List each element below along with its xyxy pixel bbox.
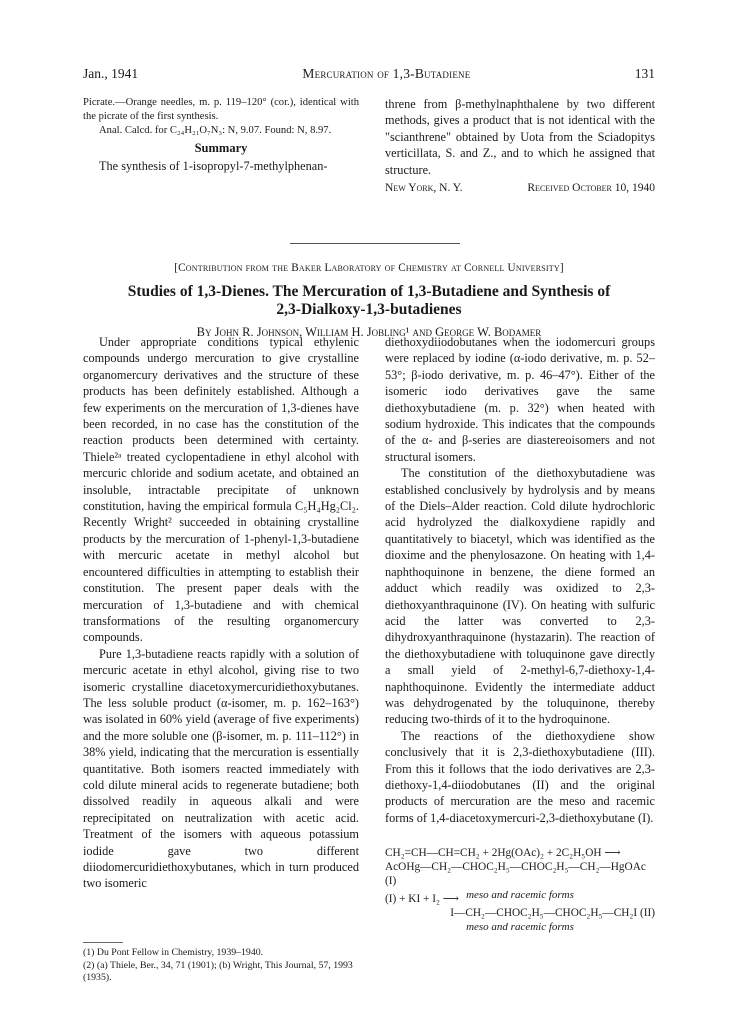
author-byline: By John R. Johnson, William H. Jobling¹ and George W. Bodamer <box>196 325 542 339</box>
header-title: Mercuration of 1,3-Butadiene <box>302 66 471 81</box>
footnote-1: (1) Du Pont Fellow in Chemistry, 1939–1940. <box>83 947 264 958</box>
article-title <box>83 283 655 319</box>
section-divider <box>290 243 460 244</box>
contribution-line: [Contribution from the Baker Laboratory of Chemistry at Cornell University] <box>174 262 564 274</box>
equation-1-line-1: CH₂=CH—CH=CH₂ + 2Hg(OAc)₂ + 2C₂H₅OH ⟶ <box>385 847 621 859</box>
equation-1-note: meso and racemic forms <box>466 889 574 901</box>
footnotes <box>83 947 359 985</box>
analysis-paragraph: Anal. Calcd. for C₂₄H₂₁O₇N₃: N, 9.07. Found: N, 8.97. <box>99 125 332 136</box>
running-header <box>83 66 655 84</box>
picrate-paragraph: Picrate.—Orange needles, m. p. 119–120° (cor.), identical with the picrate of the first synthesis. <box>83 97 359 122</box>
equation-2-line-1: (I) + KI + I₂ ⟶ <box>385 893 459 905</box>
received-line <box>385 180 655 196</box>
body-paragraph-4: The constitution of the diethoxybutadiene was established conclusively by hydrolysis and by means of the Diels–Alder reaction. Cold dilute hydrochloric acid hydrolyzed the dialkoxydiene rapidly and quantitatively to biacetyl, which was identified as the dioxime and the phenylosazone. On heating with 1,4-naphthoquinone in benzene, the diene formed an adduct which readily was oxidized to 2,3-diethoxyanthraquinone (IV). On heating with sulfuric acid the latter was converted to 2,3-dihydroxyanthraquinone (hystazarin). The reaction of the diethoxybutadiene with toluquinone gave directly a small yield of 2-methyl-6,7-diethoxy-1,4-naphthoquinone. Evidently the intermediate adduct was dehydrogenated by the toluquinone, thereby reducing two-thirds of it to the hydroquinone. <box>385 466 655 727</box>
equation-2 <box>385 892 655 934</box>
footnote-rule <box>83 942 123 943</box>
place: New York, N. Y. <box>385 182 463 195</box>
equation-2-line-2: I—CH₂—CHOC₂H₅—CHOC₂H₅—CH₂I (II) <box>450 907 655 919</box>
body-left-column <box>83 334 359 892</box>
previous-article-right-column <box>385 96 655 196</box>
body-paragraph-3: diethoxydiiodobutanes when the iodomercuri groups were replaced by iodine (α-iodo derivative, m. p. 52–53°; β-iodo derivative, m. p. 46–47°). Either of the isomeric iodo derivatives gave the same diethoxybutadiene (m. p. 32°) when heated with sodium hydroxide. This indicates that the compounds of the α- and β-series are diastereoisomers and not structural isomers. <box>385 335 655 464</box>
summary-heading: Summary <box>194 141 248 155</box>
title-line-1: Studies of 1,3-Dienes. The Mercuration of 1,3-Butadiene and Synthesis of <box>127 283 611 300</box>
body-paragraph-2: Pure 1,3-butadiene reacts rapidly with a solution of mercuric acetate in ethyl alcohol, giving rise to two isomeric crystalline diacetoxymercuridiethoxybutanes. The less soluble product (α-isomer, m. p. 162–163°) was isolated in 60% yield (average of five experiments) and the more soluble one (β-isomer, m. p. 111–112°) in 38% yield, indicating that the mercuration is essentially quantitative. Both isomers reacted immediately with cold dilute mineral acids to regenerate butadiene; both dissolved readily in aqueous alkali and were reprecipitated on neutralization with acetic acid. Treatment of the isomers with aqueous potassium iodide gave two different diiodomercuridiethoxybutanes, which in turn produced two isomeric <box>83 646 359 891</box>
title-line-2: 2,3-Dialkoxy-1,3-butadienes <box>276 301 462 318</box>
summary-text-right: threne from β-methylnaphthalene by two different methods, gives a product that is not identical with the "scianthrene" obtained by Uota from the Sciadopitys verticillata, S. and Z., and to which he assigned that structure. <box>385 97 655 177</box>
equation-1-line-2: AcOHg—CH₂—CHOC₂H₅—CHOC₂H₅—CH₂—HgOAc (I) <box>385 861 646 887</box>
body-right-column <box>385 334 655 826</box>
body-paragraph-5: The reactions of the diethoxydiene show conclusively that it is 2,3-diethoxybutadiene (III). From this it follows that the iodo derivatives are 2,3-diethoxy-1,4-diiodobutanes (II) and the original products of mercuration are the meso and racemic forms of 1,4-diacetoxymercuri-2,3-diethoxybutane (I). <box>385 728 655 825</box>
header-date: Jan., 1941 <box>83 66 139 81</box>
summary-text-left: The synthesis of 1-isopropyl-7-methylphenan- <box>99 159 328 174</box>
equation-2-note: meso and racemic forms <box>466 921 574 933</box>
footnote-2: (2) (a) Thiele, Ber., 34, 71 (1901); (b) Wright, This Journal, 57, 1993 (1935). <box>83 959 353 983</box>
received-date: Received October 10, 1940 <box>527 182 655 195</box>
body-paragraph-1: Under appropriate conditions typical ethylenic compounds undergo mercuration to give crystalline organomercury derivatives and the structure of these products has been definitely established. Although a few experiments on the mercuration of 1,3-dienes have been recorded, in no case has the constitution of the reaction products been determined with certainty. Thiele²ᵃ treated cyclopentadiene in ethyl alcohol with mercuric chloride and sodium acetate, and obtained an insoluble, intractable precipitate of unknown constitution, having the empirical formula C₅H₄Hg₂Cl₂. Recently Wright² succeeded in obtaining crystalline products by the mercuration of 1-phenyl-1,3-butadiene with mercuric acetate in methyl alcohol but encountered difficulties in attempting to establish their constitution. The present paper deals with the mercuration of 1,3-butadiene and with chemical transformations of the resulting organomercury compounds. <box>83 335 359 645</box>
page-number: 131 <box>634 66 655 81</box>
previous-article-left-column <box>83 96 359 175</box>
